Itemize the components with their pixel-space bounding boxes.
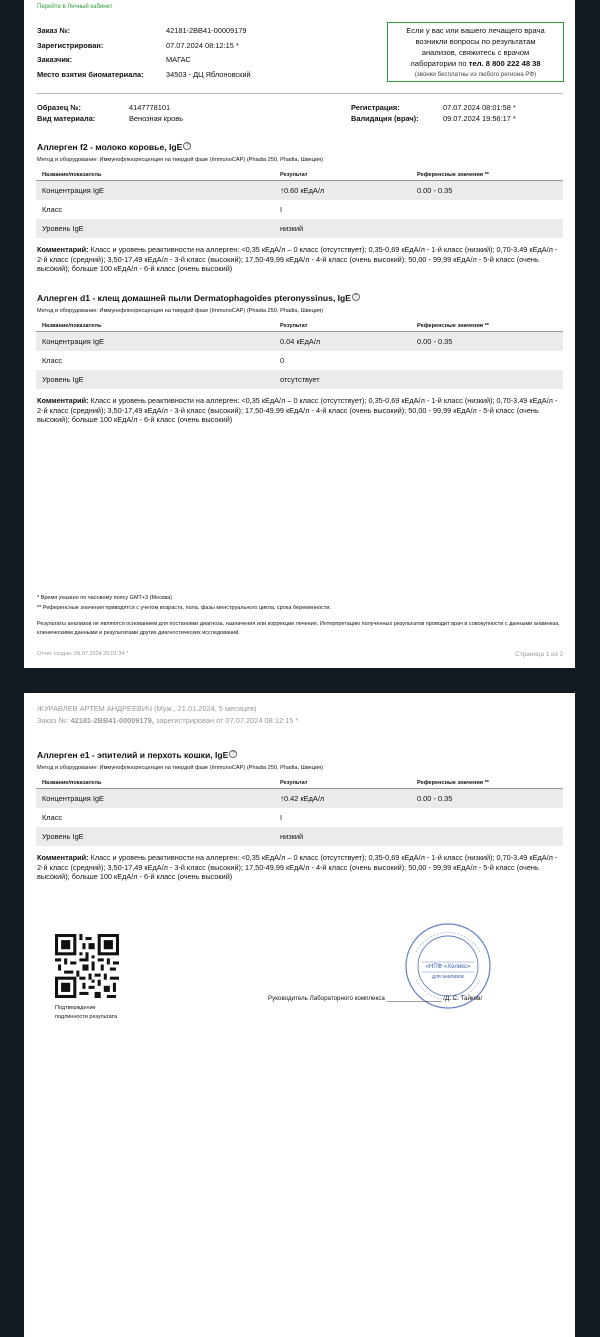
row-value: I (280, 813, 283, 822)
sample-info (37, 102, 183, 124)
comment-text: Класс и уровень реактивности на аллерген: <0,35 кЕдА/л – 0 класс (отсутствует); 0,35-0,69 кЕдА/л - 1-й класс (низкий); 0,70-3,49 кЕдА/л - 2-й класс (средний); 3,50-17,49 кЕдА/л - 3-й класс (высокий); 17,50-49,99 кЕдА/л - 4-й класс (очень высокий); 50,00 - 99,99 кЕдА/л - 5-й класс (очень высокий); больше 100 кЕдА/л - 6-й класс (очень высокий) (37, 853, 558, 882)
row-value: 0 (280, 356, 285, 365)
row-reference (417, 808, 563, 827)
registration-label: Регистрация: (351, 103, 400, 112)
table-header (36, 322, 563, 332)
row-name: Концентрация IgE (36, 181, 280, 201)
material-value: Венозная кровь (129, 114, 184, 123)
row-value: низкий (280, 827, 417, 846)
customer-value: МАГАС (166, 55, 191, 64)
row-reference: 0.00 - 0.35 (417, 789, 563, 809)
header-name: Название/показатель (36, 322, 280, 332)
patient-info: ЖУРАВЛЕВ АРТЕМ АНДРЕЕВИЧ (Муж., 21.01.2024, 5 месяцев) (37, 704, 257, 713)
row-result (280, 789, 417, 809)
footnote-reference: ** Референсные значения приводятся с учетом возраста, пола, фазы менструального цикла, срока беременности. (37, 605, 332, 611)
table-row (36, 181, 563, 201)
table-header (36, 779, 563, 789)
contact-prefix: лаборатории по (410, 59, 469, 68)
comment-text: Класс и уровень реактивности на аллерген: <0,35 кЕдА/л – 0 класс (отсутствует); 0,35-0,69 кЕдА/л - 1-й класс (низкий); 0,70-3,49 кЕдА/л - 2-й класс (средний); 3,50-17,49 кЕдА/л - 3-й класс (высокий); 17,50-49,99 кЕдА/л - 4-й класс (очень высокий); 50,00 - 99,99 кЕдА/л - 5-й класс (очень высокий); больше 100 кЕдА/л - 6-й класс (очень высокий) (37, 396, 558, 425)
registration-value: 07.07.2024 08:01:58 * (443, 103, 516, 112)
section-title (37, 293, 360, 303)
section-title (37, 750, 237, 760)
order-line (37, 716, 298, 725)
order-prefix: Заказ №: (37, 716, 71, 725)
signature: Руководитель Лабораторного комплекса ________________ /Д. С. Тайков/ (268, 995, 483, 1002)
row-reference (417, 219, 563, 238)
sample-number-label: Образец №: (37, 103, 82, 112)
header-result: Результат (280, 322, 417, 332)
table-row (36, 789, 563, 809)
contact-line-3: анализов, свяжитесь с врачом (421, 48, 530, 57)
row-name: Концентрация IgE (36, 789, 280, 809)
sample-dates (351, 102, 516, 124)
row-value: отсутствует (280, 370, 417, 389)
header-name: Название/показатель (36, 171, 280, 181)
sample-number: 4147778101 (129, 103, 171, 112)
info-icon[interactable]: ? (229, 750, 237, 758)
table-row (36, 200, 563, 219)
header-reference: Референсные значения ** (417, 779, 563, 789)
doctor-contact-box (387, 22, 564, 82)
validation-value: 09.07.2024 19:56:17 * (443, 114, 516, 123)
method-text: Метод и оборудование: Иммунофлюоресценция на твердой фазе (ImmunoCAP) (Phadia 250, Phadia, Швеция) (37, 157, 323, 163)
contact-phone[interactable]: тел. 8 800 222 48 38 (468, 59, 541, 68)
row-name: Уровень IgE (36, 370, 280, 389)
row-name: Класс (42, 813, 63, 822)
qr-caption (55, 1004, 117, 1021)
row-value: 0.42 кЕдА/л (284, 794, 325, 803)
contact-line-1: Если у вас или вашего лечащего врача (406, 26, 545, 35)
personal-cabinet-link[interactable]: Перейти в Личный кабинет (37, 4, 113, 10)
row-reference: 0.00 - 0.35 (417, 332, 563, 352)
table-row (36, 827, 563, 846)
footnote-timezone: * Время указано по часовому поясу GMT+3 (Москва) (37, 595, 173, 601)
section-title (37, 142, 191, 152)
divider (36, 93, 563, 94)
row-reference (417, 370, 563, 389)
table-row (36, 351, 563, 370)
method-text: Метод и оборудование: Иммунофлюоресценция на твердой фазе (ImmunoCAP) (Phadia 250, Phadia, Швеция) (37, 765, 323, 771)
row-name: Уровень IgE (36, 219, 280, 238)
info-icon[interactable]: ? (352, 293, 360, 301)
material-label: Вид материала: (37, 114, 96, 123)
info-icon[interactable]: ? (183, 142, 191, 150)
arrow-up-icon: ↑ (280, 186, 284, 195)
comment (37, 396, 564, 425)
stamp-text: «НПФ «Хеликс» (425, 964, 471, 970)
page-number: Страница 1 из 2 (515, 651, 563, 658)
report-page-1 (24, 0, 575, 668)
table-row (36, 219, 563, 238)
collection-place-value: 34503 - ДЦ Яблоновский (166, 69, 251, 79)
table-row (36, 808, 563, 827)
header-name: Название/показатель (36, 779, 280, 789)
header-result: Результат (280, 171, 417, 181)
comment-label: Комментарий: (37, 853, 89, 862)
row-reference: 0.00 - 0.35 (417, 181, 563, 201)
disclaimer: Результаты анализов не являются основанием для постановки диагноза, назначения или коррекции лечения. Интерпретацию полученных результатов проводит врач в совокупности с данными анамнеза, клиническими данными и результатами других диагностических исследований. (37, 621, 560, 636)
contact-note: (звонки бесплатны из любого региона РФ) (414, 71, 537, 78)
order-info (37, 24, 251, 82)
row-reference (417, 200, 563, 219)
table-row (36, 332, 563, 352)
row-name: Уровень IgE (36, 827, 280, 846)
row-value: низкий (280, 219, 417, 238)
registered-value: 07.07.2024 08:12:15 * (166, 40, 239, 50)
comment (37, 245, 564, 274)
customer-label: Заказчик: (37, 55, 73, 64)
qr-caption-line-1: Подтверждение (55, 1005, 96, 1011)
table-row (36, 370, 563, 389)
report-created: Отчет создан: 09.07.2024 20:01:34 * (37, 651, 129, 657)
row-result (280, 181, 417, 201)
section-title-text: Аллерген f2 - молоко коровье, IgE (37, 142, 183, 152)
comment (37, 853, 564, 882)
validation-label: Валидация (врач): (351, 114, 419, 123)
row-name: Концентрация IgE (36, 332, 280, 352)
arrow-up-icon: ↑ (280, 794, 284, 803)
header-reference: Референсные значения ** (417, 171, 563, 181)
row-reference (417, 827, 563, 846)
row-value: I (280, 205, 283, 214)
contact-line-4 (388, 58, 563, 69)
comment-text: Класс и уровень реактивности на аллерген: <0,35 кЕдА/л – 0 класс (отсутствует); 0,35-0,69 кЕдА/л - 1-й класс (низкий); 0,70-3,49 кЕдА/л - 2-й класс (средний); 3,50-17,49 кЕдА/л - 3-й класс (высокий); 17,50-49,99 кЕдА/л - 4-й класс (очень высокий); 50,00 - 99,99 кЕдА/л - 5-й класс (очень высокий); больше 100 кЕдА/л - 6-й класс (очень высокий) (37, 245, 558, 274)
header-reference: Референсные значения ** (417, 322, 563, 332)
row-name: Класс (42, 205, 63, 214)
header-result: Результат (280, 779, 417, 789)
row-value: 0.60 кЕдА/л (284, 186, 325, 195)
collection-place-label: Место взятия биоматериала: (37, 69, 144, 79)
qr-code-icon[interactable] (55, 934, 119, 998)
report-page-2 (24, 693, 575, 1337)
comment-label: Комментарий: (37, 396, 89, 405)
results-table (36, 171, 563, 238)
row-reference (417, 351, 563, 370)
table-header (36, 171, 563, 181)
method-text: Метод и оборудование: Иммунофлюоресценция на твердой фазе (ImmunoCAP) (Phadia 250, Phadia, Швеция) (37, 308, 323, 314)
section-title-text: Аллерген d1 - клещ домашней пыли Dermatophagoides pteronyssinus, IgE (37, 293, 351, 303)
order-number: 42181-2BB41-00009179 (166, 26, 247, 35)
comment-label: Комментарий: (37, 245, 89, 254)
results-table (36, 779, 563, 846)
qr-caption-line-2: подлинности результата (55, 1013, 118, 1020)
order-number: 42181-2BB41-00009179, (70, 716, 154, 725)
stamp-subtext: для анализов (432, 974, 464, 980)
section-title-text: Аллерген e1 - эпителий и перхоть кошки, IgE (37, 750, 229, 760)
row-name: Класс (42, 356, 63, 365)
row-value: 0.04 кЕдА/л (280, 332, 417, 352)
results-table (36, 322, 563, 389)
order-suffix: зарегистрирован от 07.07.2024 08:12:15 * (153, 716, 299, 725)
contact-line-2: возникли вопросы по результатам (415, 37, 536, 46)
order-label: Заказ №: (37, 26, 71, 35)
registered-label: Зарегистрирован: (37, 40, 104, 50)
